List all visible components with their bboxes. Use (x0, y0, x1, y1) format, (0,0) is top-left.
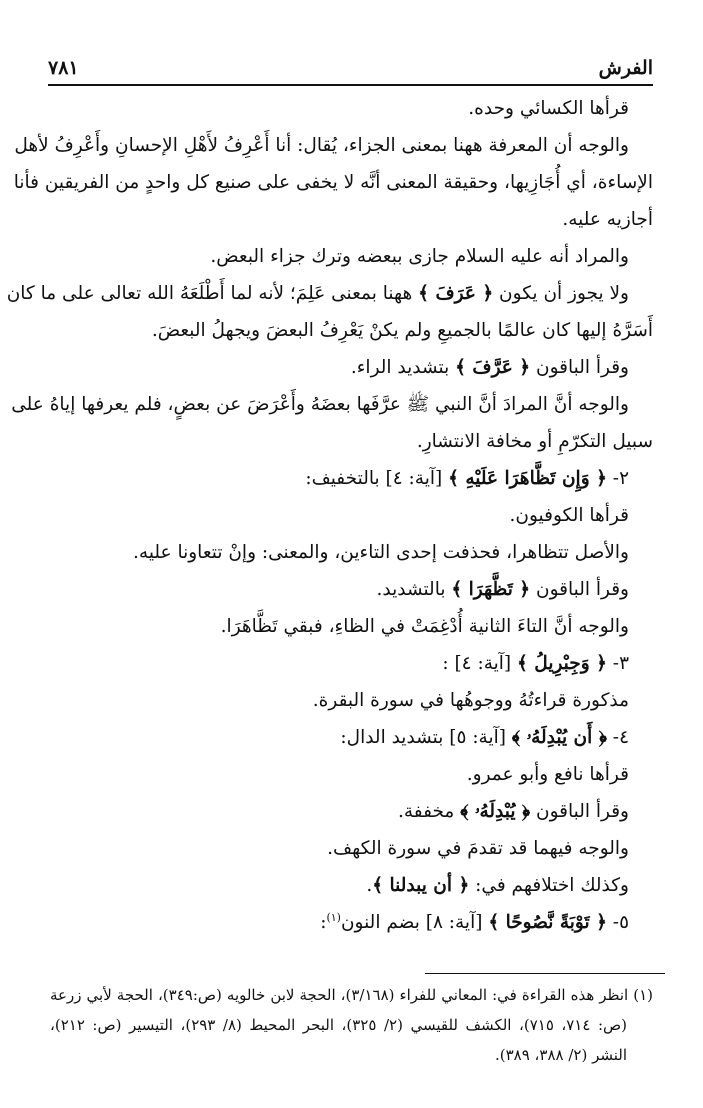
text-line (50, 534, 653, 571)
text-line (50, 497, 653, 534)
text-run: وكذلك اختلافهم في: (469, 875, 629, 896)
quran-quote: ﴿ عَرَّفَ ﴾ (455, 357, 531, 378)
quran-quote: ﴿ وَجِبْرِيلُ ﴾ (517, 653, 607, 674)
text-line (50, 756, 653, 793)
text-run: والوجه فيهما قد تقدمَ في سورة الكهف. (327, 838, 629, 859)
text-run: [آية: ٨] بضم النون (340, 912, 489, 933)
text-line (50, 238, 653, 275)
body-text (6, 90, 653, 941)
text-run: أَسَرَّهُ إليها كان عالمًا بالجميعِ ولم يكنْ يَعْرِفُ البعضَ ويجهلُ البعضَ. (151, 320, 653, 341)
text-run: مخففة. (397, 801, 461, 822)
section-title: الفرش (598, 57, 653, 79)
text-line (50, 645, 653, 682)
quran-quote: ﴿ أَن يُبْدِلَهُۥ ﴾ (511, 727, 607, 748)
text-line (11, 386, 653, 423)
quran-quote: ﴿ يُبْدِلَهُۥ ﴾ (460, 801, 531, 822)
text-run: بتشديد الراء. (350, 357, 456, 378)
footnote-separator (425, 973, 665, 974)
header-rule (48, 84, 653, 86)
text-line (50, 312, 653, 349)
text-run: ولا يجوز أن يكون (493, 283, 629, 304)
text-run: قرأها نافع وأبو عمرو. (466, 764, 629, 785)
footnote-line: (١) انظر هذه القراءة في: المعاني للفراء (٣/١٦٨)، الحجة لابن خالويه (ص:٣٤٩)، الحجة لأبي زرعة (50, 986, 653, 1004)
text-line (50, 90, 653, 127)
text-line (50, 423, 653, 460)
text-run: قرأها الكوفيون. (509, 505, 629, 526)
text-run: والوجه أنَّ المرادَ أنَّ النبي ﷺ عرَّفَها بعضَهُ وأَعْرَضَ عن بعضٍ، فلم يعرفها إياهُ على (11, 394, 629, 415)
text-line (50, 904, 653, 941)
text-run: ههنا بمعنى عَلِمَ؛ لأنه لما أَطْلَعَهُ الله تعالى على ما كان (6, 283, 419, 304)
text-run: : (320, 912, 327, 933)
text-line (50, 867, 653, 904)
text-run: أجازيه عليه. (562, 209, 653, 230)
text-line (50, 793, 653, 830)
quran-quote: ﴿ أن يبدلنا ﴾ (372, 875, 470, 896)
text-run: ٤- (606, 727, 629, 748)
quran-quote: ﴿ وَإِن تَظَّاهَرَا عَلَيْهِ ﴾ (448, 468, 607, 489)
text-line (50, 201, 653, 238)
text-line (50, 571, 653, 608)
text-run: ٣- (606, 653, 629, 674)
text-run: مذكورة قراءتُهُ ووجوهُها في سورة البقرة. (312, 690, 629, 711)
page-number: ٧٨١ (48, 57, 79, 79)
text-line (50, 719, 653, 756)
text-line (50, 608, 653, 645)
footnotes (50, 980, 653, 1070)
text-run: قرأها الكسائي وحده. (468, 98, 629, 119)
footnote-line: (ص: ٧١٤، ٧١٥)، الكشف للقيسي (٢/ ٣٢٥)، البحر المحيط (٨/ ٢٩٣)، التيسير (ص: ٢١٢)، (50, 1016, 627, 1034)
text-run: سبيل التكرّمِ أو مخافة الانتشارِ. (416, 431, 653, 452)
text-run: وقرأ الباقون (530, 801, 629, 822)
text-line (50, 682, 653, 719)
text-line (50, 349, 653, 386)
text-line (50, 460, 653, 497)
text-run: ٢- (606, 468, 629, 489)
text-line (50, 830, 653, 867)
text-run: الإساءة، أي أُجَازِيها، وحقيقة المعنى أنَّه لا يخفى على صنيع كل واحدٍ من الفريقين فأنا (13, 172, 653, 193)
quran-quote: ﴿ عَرَفَ ﴾ (418, 283, 494, 304)
footnote-line: النشر (٢/ ٣٨٨، ٣٨٩). (494, 1046, 627, 1064)
text-run: والأصل تتظاهرا، فحذفت إحدى التاءين، والمعنى: وإنْ تتعاونا عليه. (133, 542, 629, 563)
text-run: وقرأ الباقون (530, 357, 629, 378)
text-run: . (366, 875, 373, 896)
running-header (48, 55, 653, 81)
quran-quote: ﴿ تَظَّهَرَا ﴾ (451, 579, 531, 600)
text-run: بالتشديد. (376, 579, 452, 600)
quran-quote: ﴿ تَوْبَةً نَّصُوحًا ﴾ (488, 912, 607, 933)
text-run: والوجه أن المعرفة ههنا بمعنى الجزاء، يُقال: أنا أَعْرِفُ لأَهْلِ الإحسانِ وأَعْرِفُ لأهل (14, 135, 629, 156)
text-run: [آية: ٤] بالتخفيف: (305, 468, 449, 489)
text-line (6, 275, 653, 312)
text-line (14, 127, 653, 164)
text-line (13, 164, 653, 201)
text-run: [آية: ٥] بتشديد الدال: (340, 727, 512, 748)
footnote-ref: (١) (326, 910, 341, 924)
text-run: وقرأ الباقون (530, 579, 629, 600)
text-run: والوجه أنَّ التاءَ الثانية أُدْغِمَتْ في الظاءِ، فبقي تَظَّاهَرَا. (220, 616, 629, 637)
text-run: ٥- (606, 912, 629, 933)
text-run: والمراد أنه عليه السلام جازى ببعضه وترك جزاء البعض. (210, 246, 629, 267)
text-run: [آية: ٤] : (442, 653, 518, 674)
